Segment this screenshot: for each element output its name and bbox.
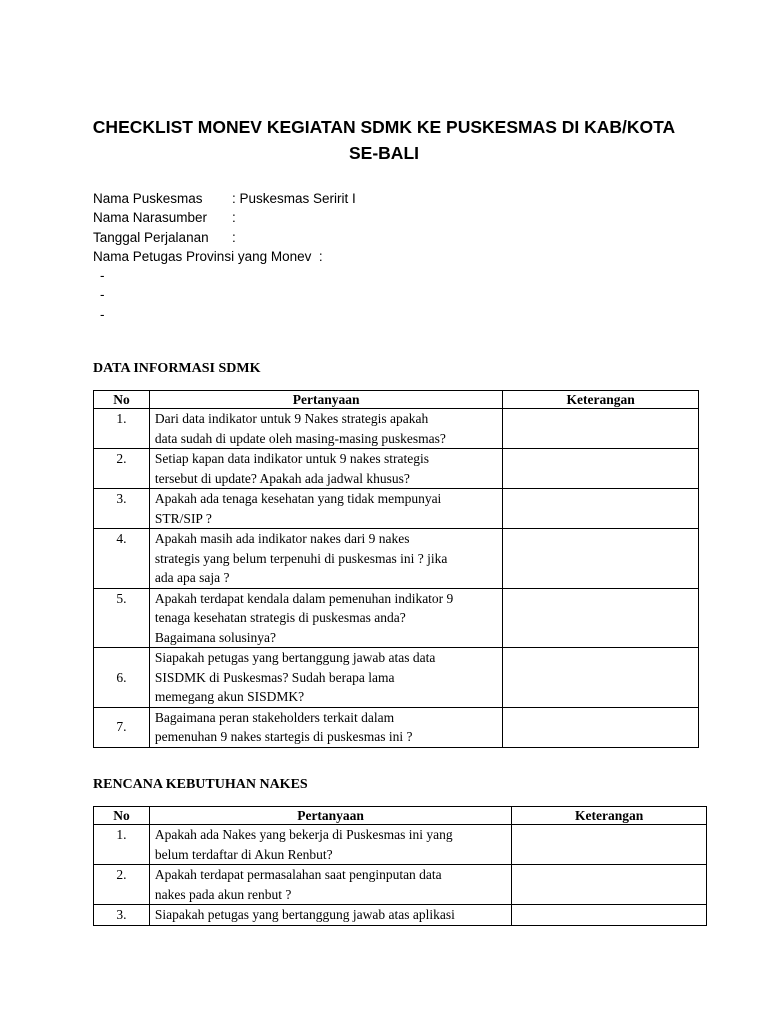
table-row [94, 409, 699, 449]
question-cell [149, 865, 511, 905]
table-row [94, 489, 699, 529]
keterangan-cell[interactable] [512, 825, 707, 865]
table-row [94, 648, 699, 708]
question-line: pemenuhan 9 nakes startegis di puskesmas ini ? [154, 729, 413, 744]
question-cell [149, 588, 502, 648]
info-block [93, 189, 356, 324]
table-row [94, 905, 707, 926]
column-header-pertanyaan: Pertanyaan [149, 391, 502, 409]
question-line: SISDMK di Puskesmas? Sudah berapa lama [154, 669, 395, 685]
table-row [94, 707, 699, 747]
question-line: Apakah masih ada indikator nakes dari 9 nakes [154, 531, 410, 546]
keterangan-cell[interactable] [503, 707, 699, 747]
keterangan-cell[interactable] [512, 865, 707, 905]
keterangan-cell[interactable] [503, 409, 699, 449]
title-line-2: SE-BALI [349, 143, 419, 163]
petugas-list-item: - [100, 306, 105, 322]
keterangan-cell[interactable] [503, 449, 699, 489]
column-header-keterangan: Keterangan [503, 391, 699, 409]
info-label-tanggal: Tanggal Perjalanan [93, 229, 209, 245]
row-number: 6. [94, 648, 150, 708]
question-cell [149, 449, 502, 489]
question-cell [149, 825, 511, 865]
question-line: Apakah ada tenaga kesehatan yang tidak mempunyai [154, 491, 442, 506]
table-row [94, 588, 699, 648]
row-number: 5. [94, 588, 150, 648]
info-label-puskesmas: Nama Puskesmas [93, 191, 203, 206]
question-line: tersebut di update? Apakah ada jadwal khusus? [154, 470, 410, 486]
page-title [60, 114, 708, 166]
column-header-pertanyaan: Pertanyaan [149, 807, 511, 825]
question-cell [149, 648, 502, 708]
row-number: 1. [94, 825, 150, 865]
question-line: Setiap kapan data indikator untuk 9 nakes strategis [154, 451, 429, 466]
info-row-tanggal [93, 228, 356, 247]
row-number: 1. [94, 409, 150, 449]
keterangan-cell[interactable] [503, 489, 699, 529]
column-header-no: No [94, 807, 150, 825]
table-header-row [94, 807, 707, 825]
question-line: belum terdaftar di Akun Renbut? [154, 846, 333, 862]
info-value-narasumber: : [232, 210, 236, 226]
petugas-list-item: - [100, 268, 105, 284]
question-cell [149, 409, 502, 449]
row-number: 7. [94, 707, 150, 747]
question-line: Bagaimana solusinya? [154, 629, 277, 645]
question-cell [149, 489, 502, 529]
table-row [94, 865, 707, 905]
rencana-kebutuhan-table [93, 806, 707, 926]
table-body [94, 409, 699, 748]
question-line: memegang akun SISDMK? [154, 689, 305, 704]
section-heading-rencana-kebutuhan: RENCANA KEBUTUHAN NAKES [93, 777, 308, 792]
row-number: 2. [94, 865, 150, 905]
row-number: 4. [94, 529, 150, 589]
keterangan-cell[interactable] [503, 588, 699, 648]
section-heading-data-informasi: DATA INFORMASI SDMK [93, 361, 261, 376]
data-informasi-table [93, 390, 699, 748]
table-row [94, 529, 699, 589]
question-line: data sudah di update oleh masing-masing puskesmas? [154, 430, 446, 446]
question-line: Siapakah petugas yang bertanggung jawab atas aplikasi [154, 907, 455, 922]
question-cell [149, 905, 511, 926]
keterangan-cell[interactable] [512, 905, 707, 926]
question-line: STR/SIP ? [154, 510, 212, 526]
info-label-narasumber: Nama Narasumber [93, 210, 208, 226]
row-number: 3. [94, 905, 150, 926]
info-row-petugas: Nama Petugas Provinsi yang Monev : [93, 248, 323, 264]
question-line: Siapakah petugas yang bertanggung jawab atas data [154, 650, 436, 665]
title-line-1: CHECKLIST MONEV KEGIATAN SDMK KE PUSKESMAS DI KAB/KOTA [92, 117, 676, 137]
question-line: Apakah terdapat permasalahan saat penginputan data [154, 867, 442, 882]
question-line: Bagaimana peran stakeholders terkait dalam [154, 709, 395, 725]
petugas-list-item: - [100, 287, 105, 303]
question-line: Dari data indikator untuk 9 Nakes strategis apakah [154, 411, 429, 426]
column-header-keterangan: Keterangan [512, 807, 707, 825]
table-row [94, 449, 699, 489]
question-cell [149, 707, 502, 747]
column-header-no: No [94, 391, 150, 409]
table-row [94, 825, 707, 865]
table-body [94, 825, 707, 926]
question-line: strategis yang belum terpenuhi di puskesmas ini ? jika [154, 550, 448, 566]
info-row-puskesmas [93, 189, 356, 208]
question-line: nakes pada akun renbut ? [154, 886, 292, 902]
keterangan-cell[interactable] [503, 529, 699, 589]
question-line: ada apa saja ? [154, 570, 230, 585]
question-cell [149, 529, 502, 589]
question-line: tenaga kesehatan strategis di puskesmas anda? [154, 610, 406, 625]
question-line: Apakah terdapat kendala dalam pemenuhan indikator 9 [154, 590, 454, 606]
question-line: Apakah ada Nakes yang bekerja di Puskesmas ini yang [154, 827, 453, 842]
row-number: 2. [94, 449, 150, 489]
row-number: 3. [94, 489, 150, 529]
info-row-narasumber [93, 208, 356, 227]
info-value-tanggal: : [232, 229, 236, 245]
table-header-row [94, 391, 699, 409]
keterangan-cell[interactable] [503, 648, 699, 708]
petugas-list [100, 266, 356, 324]
info-value-puskesmas: : Puskesmas Seririt I [232, 191, 356, 206]
